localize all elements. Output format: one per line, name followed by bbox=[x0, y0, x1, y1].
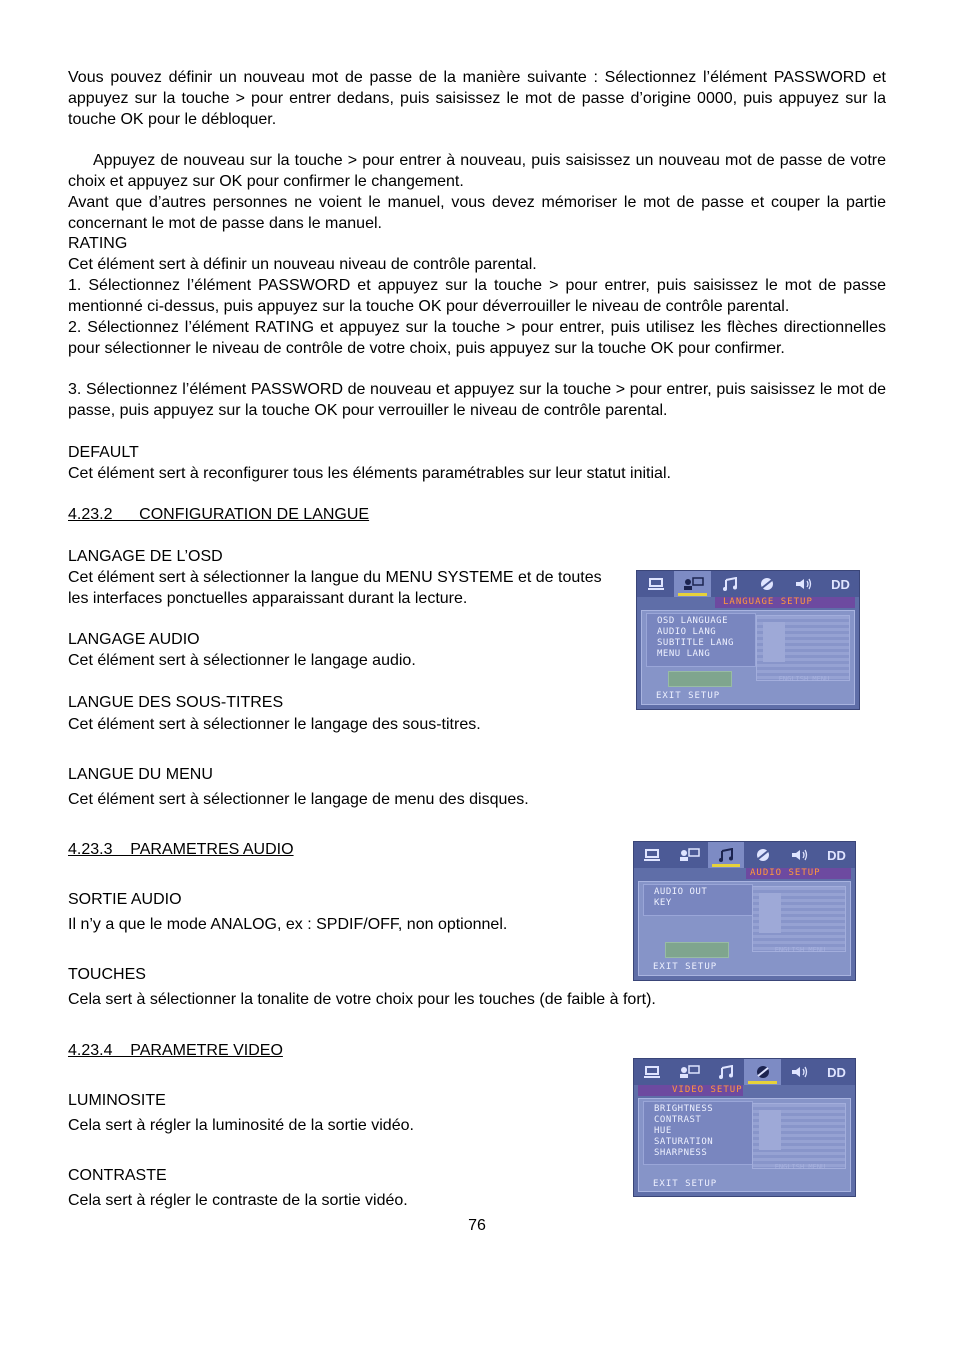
page-number: 76 bbox=[468, 1217, 486, 1234]
osd-menu-panel bbox=[641, 610, 855, 705]
osd-menu-item: BRIGHTNESS bbox=[654, 1104, 714, 1114]
osd-preview-panel bbox=[752, 1103, 846, 1169]
osd-english-menu-label: ENGLISH MENU bbox=[774, 1163, 826, 1171]
osd-menu-item: SATURATION bbox=[654, 1137, 714, 1147]
osd-menu-panel bbox=[638, 881, 851, 976]
osd-menu-list bbox=[643, 1101, 753, 1165]
osd-menu-item: KEY bbox=[654, 898, 672, 908]
dolby-digital-tab: DD bbox=[827, 847, 846, 863]
section-heading-video: 4.23.4 PARAMETRE VIDEO bbox=[68, 1042, 283, 1059]
speaker-icon bbox=[781, 842, 818, 868]
keys-title: TOUCHES bbox=[68, 966, 146, 983]
audio-language-title: LANGAGE AUDIO bbox=[68, 631, 200, 648]
menu-language-title: LANGUE DU MENU bbox=[68, 766, 213, 783]
osd-english-menu-label: ENGLISH MENU bbox=[778, 675, 830, 683]
osd-setup-bar bbox=[638, 1085, 743, 1096]
dolby-digital-tab: DD bbox=[827, 1064, 846, 1080]
language-person-icon bbox=[671, 1059, 708, 1085]
speaker-icon bbox=[781, 1059, 818, 1085]
rating-description: Cet élément sert à définir un nouveau niveau de contrôle parental. bbox=[68, 256, 537, 273]
contrast-title: CONTRASTE bbox=[68, 1167, 167, 1184]
monitor-icon bbox=[637, 571, 674, 597]
paragraph-password-warning: Avant que d’autres personnes ne voient le manuel, vous devez mémoriser le mot de passe et couper la partie concernant le mot de passe dans le manuel. bbox=[68, 194, 886, 232]
audio-output-title: SORTIE AUDIO bbox=[68, 891, 182, 908]
osd-tab-bar bbox=[637, 571, 859, 597]
music-note-icon bbox=[711, 571, 748, 597]
osd-menu-item: OSD LANGUAGE bbox=[657, 616, 729, 626]
video-disc-icon bbox=[744, 842, 781, 868]
default-title: DEFAULT bbox=[68, 444, 139, 461]
osd-menu-item: MENU LANG bbox=[657, 649, 711, 659]
contrast-description: Cela sert à régler le contraste de la sortie vidéo. bbox=[68, 1192, 408, 1209]
monitor-icon bbox=[634, 842, 671, 868]
rating-title: RATING bbox=[68, 235, 128, 252]
section-heading-audio: 4.23.3 PARAMETRES AUDIO bbox=[68, 841, 294, 858]
osd-exit-setup: EXIT SETUP bbox=[653, 962, 718, 972]
osd-menu-item: AUDIO OUT bbox=[654, 887, 708, 897]
osd-exit-setup: EXIT SETUP bbox=[656, 691, 721, 701]
osd-menu-item: HUE bbox=[654, 1126, 672, 1136]
osd-tab-bar bbox=[634, 842, 855, 868]
osd-menu-panel bbox=[638, 1098, 851, 1192]
osd-audio-setup-screenshot bbox=[633, 841, 856, 981]
rating-step-2: 2. Sélectionnez l’élément RATING et appuyez sur la touche > pour entrer, puis utilisez les flèches directionnelles pour sélectionner le niveau de contrôle de votre choix, puis appuyez sur la touche OK pour confirmer. bbox=[68, 319, 886, 357]
osd-setup-bar bbox=[715, 597, 855, 608]
speaker-icon bbox=[785, 571, 822, 597]
subtitle-language-description: Cet élément sert à sélectionner le langage des sous-titres. bbox=[68, 716, 481, 733]
music-note-icon bbox=[708, 842, 745, 868]
osd-menu-item: CONTRAST bbox=[654, 1115, 702, 1125]
osd-setup-bar-label: LANGUAGE SETUP bbox=[723, 597, 813, 607]
language-person-icon bbox=[671, 842, 708, 868]
osd-setup-bar bbox=[746, 868, 851, 879]
keys-description: Cela sert à sélectionner la tonalite de votre choix pour les touches (de faible à fort). bbox=[68, 991, 656, 1008]
osd-video-setup-screenshot bbox=[633, 1058, 856, 1197]
osd-menu-item: SUBTITLE LANG bbox=[657, 638, 734, 648]
music-note-icon bbox=[708, 1059, 745, 1085]
osd-language-title: LANGAGE DE L’OSD bbox=[68, 548, 223, 565]
subtitle-language-title: LANGUE DES SOUS-TITRES bbox=[68, 694, 284, 711]
osd-tab-bar bbox=[634, 1059, 855, 1085]
osd-menu-list bbox=[646, 613, 756, 667]
rating-step-1: 1. Sélectionnez l’élément PASSWORD et appuyez sur la touche > pour entrer, puis saisissez le mot de passe mentionné ci-dessus, puis appuyez sur la touche OK pour déverrouiller le niveau de contrôle parental. bbox=[68, 277, 886, 315]
osd-english-menu-label: ENGLISH MENU bbox=[774, 946, 826, 954]
osd-exit-setup: EXIT SETUP bbox=[653, 1179, 718, 1189]
video-disc-icon bbox=[748, 571, 785, 597]
osd-setup-bar-label: VIDEO SETUP bbox=[672, 1085, 743, 1095]
menu-language-description: Cet élément sert à sélectionner le langage de menu des disques. bbox=[68, 791, 529, 808]
osd-language-setup-screenshot bbox=[636, 570, 860, 710]
paragraph-password-define: Vous pouvez définir un nouveau mot de passe de la manière suivante : Sélectionnez l’élément PASSWORD et appuyez sur la touche > pour entrer dedans, puis saisissez le mot de passe d’origine 0000, puis appuyez sur la touche OK pour le débloquer. bbox=[68, 69, 886, 128]
video-disc-icon bbox=[744, 1059, 781, 1085]
osd-menu-item: SHARPNESS bbox=[654, 1148, 708, 1158]
audio-language-description: Cet élément sert à sélectionner le langage audio. bbox=[68, 652, 416, 669]
osd-setup-bar-label: AUDIO SETUP bbox=[750, 868, 821, 878]
language-person-icon bbox=[674, 571, 711, 597]
osd-value-bar bbox=[665, 942, 729, 958]
dolby-digital-tab: DD bbox=[831, 576, 850, 592]
osd-menu-item: AUDIO LANG bbox=[657, 627, 717, 637]
default-description: Cet élément sert à reconfigurer tous les éléments paramétrables sur leur statut initial. bbox=[68, 465, 671, 482]
osd-menu-list bbox=[643, 884, 753, 916]
brightness-title: LUMINOSITE bbox=[68, 1092, 166, 1109]
paragraph-password-new: Appuyez de nouveau sur la touche > pour entrer à nouveau, puis saisissez un nouveau mot de passe de votre choix et appuyez sur OK pour confirmer le changement. bbox=[68, 152, 886, 190]
brightness-description: Cela sert à régler la luminosité de la sortie vidéo. bbox=[68, 1117, 414, 1134]
osd-value-bar bbox=[668, 671, 732, 687]
rating-step-3: 3. Sélectionnez l’élément PASSWORD de nouveau et appuyez sur la touche > pour entrer, puis saisissez le mot de passe, puis appuyez sur la touche OK pour verrouiller le niveau de contrôle parental. bbox=[68, 381, 886, 419]
monitor-icon bbox=[634, 1059, 671, 1085]
audio-output-description: Il n’y a que le mode ANALOG, ex : SPDIF/OFF, non optionnel. bbox=[68, 916, 508, 933]
section-heading-language: 4.23.2 CONFIGURATION DE LANGUE bbox=[68, 506, 370, 523]
osd-preview-panel bbox=[756, 615, 850, 681]
osd-preview-panel bbox=[752, 886, 846, 952]
osd-language-description: Cet élément sert à sélectionner la langue du MENU SYSTEME et de toutes les interfaces ponctuelles apparaissant durant la lecture. bbox=[68, 569, 602, 607]
